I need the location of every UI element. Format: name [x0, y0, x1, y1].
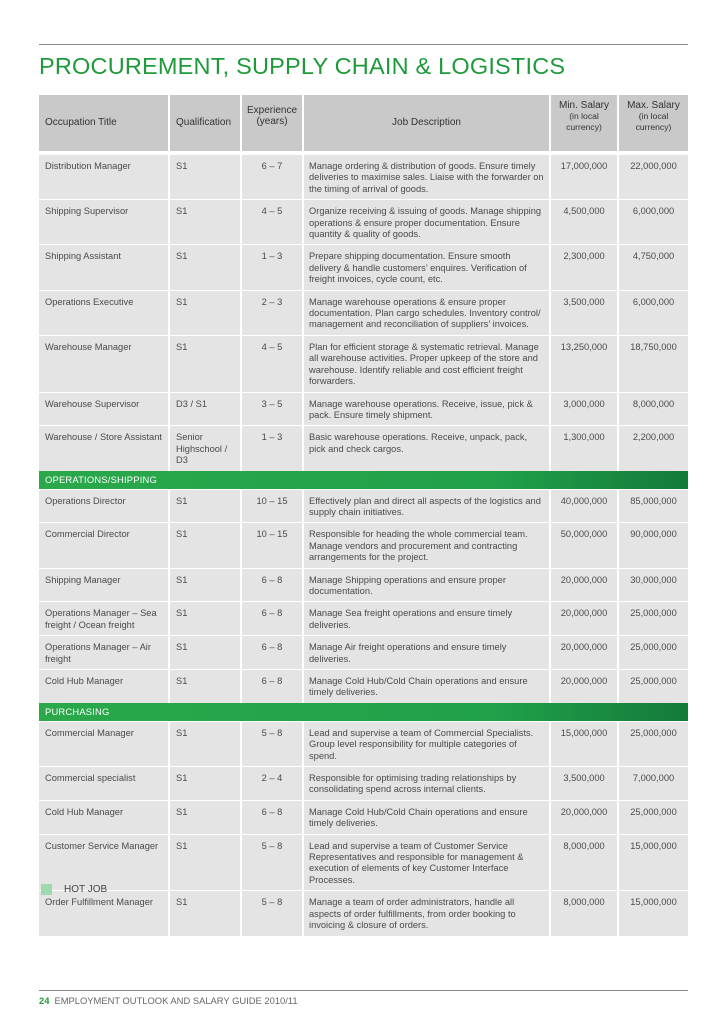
column-header-occupation: Occupation Title — [39, 95, 169, 151]
min-salary-cell: 50,000,000 — [550, 523, 618, 568]
experience-label: Experience — [246, 105, 298, 116]
max-salary-cell: 85,000,000 — [618, 489, 688, 523]
occupation-cell: Cold Hub Manager — [39, 800, 169, 834]
occupation-cell: Shipping Assistant — [39, 245, 169, 290]
max-salary-cell: 8,000,000 — [618, 392, 688, 426]
description-cell: Organize receiving & issuing of goods. Manage shipping operations & ensure proper documentation. Ensure quantity & quality of goods. — [303, 200, 550, 245]
table-row — [39, 834, 688, 891]
table-body — [39, 155, 688, 936]
occupation-cell: Commercial specialist — [39, 767, 169, 801]
qualification-cell: S1 — [169, 767, 241, 801]
experience-unit: (years) — [256, 116, 288, 128]
description-cell: Manage warehouse operations & ensure proper documentation. Plan cargo schedules. Inventory control/ management and reconciliation of suppliers’ invoices. — [303, 290, 550, 335]
page-title: PROCUREMENT, SUPPLY CHAIN & LOGISTICS — [39, 53, 566, 79]
description-cell: Lead and supervise a team of Commercial Specialists. Group level responsibility for multiple categories of spend. — [303, 721, 550, 766]
qualification-cell: D3 / S1 — [169, 392, 241, 426]
occupation-cell: Commercial Director — [39, 523, 169, 568]
experience-cell: 1 – 3 — [241, 245, 303, 290]
max-salary-cell: 25,000,000 — [618, 800, 688, 834]
section-header — [39, 703, 688, 722]
max-currency-line2: currency) — [635, 122, 672, 132]
experience-cell: 6 – 8 — [241, 568, 303, 602]
qualification-cell: S1 — [169, 155, 241, 200]
min-salary-cell: 20,000,000 — [550, 568, 618, 602]
max-salary-cell: 7,000,000 — [618, 767, 688, 801]
description-cell: Manage Shipping operations and ensure proper documentation. — [303, 568, 550, 602]
experience-cell: 6 – 8 — [241, 636, 303, 670]
description-cell: Manage warehouse operations. Receive, issue, pick & pack. Ensure timely shipment. — [303, 392, 550, 426]
description-cell: Manage Air freight operations and ensure timely deliveries. — [303, 636, 550, 670]
min-salary-cell: 8,000,000 — [550, 891, 618, 936]
qualification-cell: S1 — [169, 670, 241, 703]
min-salary-cell: 20,000,000 — [550, 670, 618, 703]
description-cell: Plan for efficient storage & systematic retrieval. Manage all warehouse activities. Proper upkeep of the store and warehouse. Identify reliable and cost efficient freight forwarders. — [303, 335, 550, 392]
min-salary-label: Min. Salary — [558, 100, 609, 111]
table-row — [39, 245, 688, 290]
description-cell: Prepare shipping documentation. Ensure smooth delivery & handle customers’ enquires. Verification of freight invoices, cycle count, etc. — [303, 245, 550, 290]
max-salary-cell: 25,000,000 — [618, 670, 688, 703]
description-cell: Manage Cold Hub/Cold Chain operations and ensure timely deliveries. — [303, 800, 550, 834]
salary-table — [39, 95, 688, 936]
table-row — [39, 670, 688, 703]
legend-label: HOT JOB — [64, 884, 108, 895]
min-salary-cell: 2,300,000 — [550, 245, 618, 290]
max-salary-cell: 6,000,000 — [618, 200, 688, 245]
qualification-cell: S1 — [169, 602, 241, 636]
table-row — [39, 335, 688, 392]
qualification-cell: S1 — [169, 200, 241, 245]
qualification-cell: S1 — [169, 245, 241, 290]
table-row — [39, 721, 688, 766]
qualification-cell: Senior Highschool / D3 — [169, 426, 241, 471]
max-salary-cell: 25,000,000 — [618, 636, 688, 670]
table-row — [39, 489, 688, 523]
description-cell: Lead and supervise a team of Customer Service Representatives and responsible for management & execution of elements of key Customer Interface Processes. — [303, 834, 550, 891]
footer-text: EMPLOYMENT OUTLOOK AND SALARY GUIDE 2010/11 — [54, 995, 298, 1006]
min-currency-line1: (in local — [569, 111, 599, 121]
min-salary-cell: 3,500,000 — [550, 290, 618, 335]
occupation-cell: Distribution Manager — [39, 155, 169, 200]
table-row — [39, 568, 688, 602]
description-cell: Manage ordering & distribution of goods. Ensure timely deliveries to maximise sales. Liaise with the forwarder on the timing of arrival of goods. — [303, 155, 550, 200]
max-salary-cell: 90,000,000 — [618, 523, 688, 568]
description-cell: Manage a team of order administrators, handle all aspects of order fulfillments, from order booking to invoicing & closure of orders. — [303, 891, 550, 936]
experience-cell: 10 – 15 — [241, 489, 303, 523]
hot-job-swatch — [41, 884, 52, 895]
min-salary-cell: 20,000,000 — [550, 800, 618, 834]
occupation-cell: Shipping Manager — [39, 568, 169, 602]
section-title: PURCHASING — [39, 703, 688, 722]
column-header-qualification: Qualification — [169, 95, 241, 151]
table-row — [39, 200, 688, 245]
table-header — [39, 95, 688, 151]
table-row — [39, 523, 688, 568]
qualification-cell: S1 — [169, 834, 241, 891]
occupation-cell: Operations Manager – Air freight — [39, 636, 169, 670]
min-salary-cell: 40,000,000 — [550, 489, 618, 523]
qualification-cell: S1 — [169, 523, 241, 568]
max-salary-cell: 22,000,000 — [618, 155, 688, 200]
experience-cell: 6 – 7 — [241, 155, 303, 200]
experience-cell: 4 – 5 — [241, 335, 303, 392]
description-cell: Manage Cold Hub/Cold Chain operations and ensure timely deliveries. — [303, 670, 550, 703]
footer — [39, 995, 298, 1006]
column-header-min-salary — [550, 95, 618, 151]
max-salary-cell: 6,000,000 — [618, 290, 688, 335]
description-cell: Effectively plan and direct all aspects of the logistics and supply chain initiatives. — [303, 489, 550, 523]
max-salary-cell: 25,000,000 — [618, 602, 688, 636]
min-salary-cell: 15,000,000 — [550, 721, 618, 766]
min-salary-cell: 1,300,000 — [550, 426, 618, 471]
experience-cell: 6 – 8 — [241, 670, 303, 703]
table-row — [39, 636, 688, 670]
qualification-cell: S1 — [169, 636, 241, 670]
min-salary-cell: 17,000,000 — [550, 155, 618, 200]
max-salary-cell: 15,000,000 — [618, 891, 688, 936]
max-salary-cell: 25,000,000 — [618, 721, 688, 766]
experience-cell: 6 – 8 — [241, 800, 303, 834]
max-salary-label: Max. Salary — [627, 100, 680, 111]
occupation-cell: Order Fulfillment Manager — [39, 891, 169, 936]
experience-cell: 2 – 4 — [241, 767, 303, 801]
table-row — [39, 602, 688, 636]
table-row — [39, 800, 688, 834]
experience-cell: 6 – 8 — [241, 602, 303, 636]
qualification-cell: S1 — [169, 568, 241, 602]
table-row — [39, 426, 688, 471]
max-salary-cell: 2,200,000 — [618, 426, 688, 471]
max-salary-cell: 4,750,000 — [618, 245, 688, 290]
experience-cell: 5 – 8 — [241, 721, 303, 766]
description-cell: Manage Sea freight operations and ensure timely deliveries. — [303, 602, 550, 636]
description-cell: Basic warehouse operations. Receive, unpack, pack, pick and check cargos. — [303, 426, 550, 471]
min-salary-cell: 20,000,000 — [550, 602, 618, 636]
experience-cell: 5 – 8 — [241, 891, 303, 936]
occupation-cell: Warehouse Manager — [39, 335, 169, 392]
experience-cell: 1 – 3 — [241, 426, 303, 471]
qualification-cell: S1 — [169, 891, 241, 936]
occupation-cell: Cold Hub Manager — [39, 670, 169, 703]
table-row — [39, 392, 688, 426]
page-number: 24 — [39, 995, 50, 1006]
column-header-max-salary — [618, 95, 688, 151]
min-salary-cell: 3,500,000 — [550, 767, 618, 801]
qualification-cell: S1 — [169, 489, 241, 523]
top-rule — [39, 44, 688, 45]
table-row — [39, 155, 688, 200]
qualification-cell: S1 — [169, 290, 241, 335]
occupation-cell: Customer Service Manager — [39, 834, 169, 891]
qualification-cell: S1 — [169, 721, 241, 766]
max-salary-cell: 15,000,000 — [618, 834, 688, 891]
experience-cell: 2 – 3 — [241, 290, 303, 335]
section-title: OPERATIONS/SHIPPING — [39, 471, 688, 490]
min-salary-cell: 20,000,000 — [550, 636, 618, 670]
experience-cell: 4 – 5 — [241, 200, 303, 245]
occupation-cell: Warehouse / Store Assistant — [39, 426, 169, 471]
table-row — [39, 891, 688, 936]
max-salary-cell: 18,750,000 — [618, 335, 688, 392]
experience-cell: 3 – 5 — [241, 392, 303, 426]
occupation-cell: Shipping Supervisor — [39, 200, 169, 245]
occupation-cell: Commercial Manager — [39, 721, 169, 766]
qualification-cell: S1 — [169, 800, 241, 834]
min-salary-cell: 3,000,000 — [550, 392, 618, 426]
table-row — [39, 290, 688, 335]
description-cell: Responsible for optimising trading relationships by consolidating spend across internal clients. — [303, 767, 550, 801]
min-salary-cell: 4,500,000 — [550, 200, 618, 245]
occupation-cell: Operations Director — [39, 489, 169, 523]
column-header-experience — [241, 95, 303, 151]
min-salary-cell: 8,000,000 — [550, 834, 618, 891]
min-currency-line2: currency) — [566, 122, 602, 132]
max-currency-line1: (in local — [638, 111, 669, 121]
occupation-cell: Operations Manager – Sea freight / Ocean freight — [39, 602, 169, 636]
table-row — [39, 767, 688, 801]
bottom-rule — [39, 990, 688, 991]
column-header-description: Job Description — [303, 95, 550, 151]
occupation-cell: Operations Executive — [39, 290, 169, 335]
experience-cell: 10 – 15 — [241, 523, 303, 568]
occupation-cell: Warehouse Supervisor — [39, 392, 169, 426]
experience-cell: 5 – 8 — [241, 834, 303, 891]
max-salary-cell: 30,000,000 — [618, 568, 688, 602]
description-cell: Responsible for heading the whole commercial team. Manage vendors and procurement and contracting arrangements for the project. — [303, 523, 550, 568]
section-header — [39, 471, 688, 490]
min-salary-cell: 13,250,000 — [550, 335, 618, 392]
qualification-cell: S1 — [169, 335, 241, 392]
